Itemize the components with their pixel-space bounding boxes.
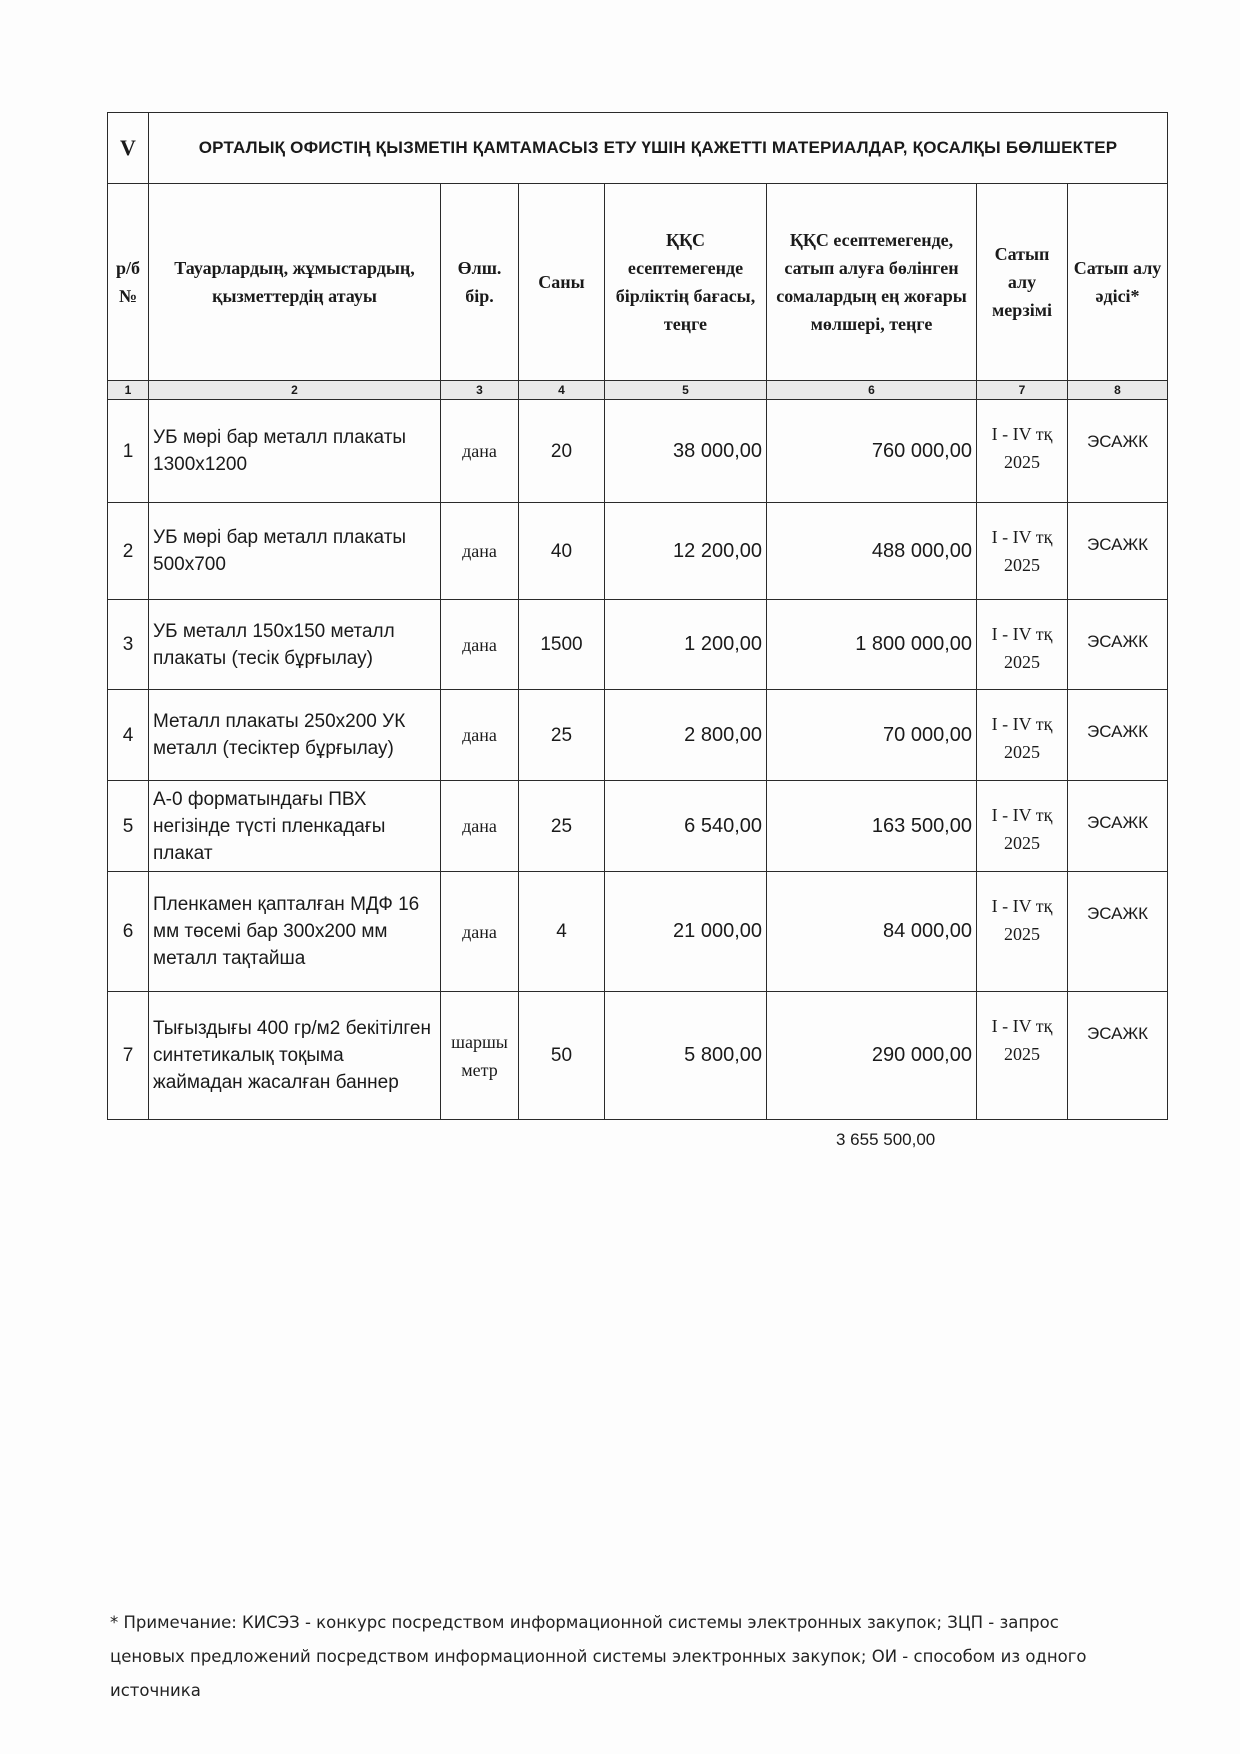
- item-max-amount: 163 500,00: [767, 781, 977, 872]
- item-unit-price: 5 800,00: [605, 992, 767, 1120]
- item-unit-price: 21 000,00: [605, 872, 767, 992]
- item-unit: дана: [441, 872, 519, 992]
- column-index: 1: [108, 381, 149, 400]
- item-period: I - IV тқ 2025: [977, 600, 1068, 690]
- item-quantity: 20: [519, 400, 605, 503]
- item-unit: шаршы метр: [441, 992, 519, 1120]
- table-row: [108, 781, 1168, 872]
- item-name: Тығыздығы 400 гр/м2 бекітілген синтетикалық тоқыма жаймадан жасалған баннер: [149, 992, 441, 1120]
- item-unit: дана: [441, 503, 519, 600]
- column-index: 2: [149, 381, 441, 400]
- item-period: I - IV тқ 2025: [977, 781, 1068, 872]
- item-max-amount: 290 000,00: [767, 992, 977, 1120]
- column-index: 3: [441, 381, 519, 400]
- item-max-amount: 70 000,00: [767, 690, 977, 781]
- item-unit-price: 1 200,00: [605, 600, 767, 690]
- row-number: 4: [108, 690, 149, 781]
- section-header-row: [108, 113, 1168, 184]
- item-method: ЭСАЖК: [1068, 400, 1168, 503]
- item-unit: дана: [441, 781, 519, 872]
- item-name: Металл плакаты 250x200 УК металл (тесіктер бұрғылау): [149, 690, 441, 781]
- row-number: 6: [108, 872, 149, 992]
- section-title: ОРТАЛЫҚ ОФИСТІҢ ҚЫЗМЕТІН ҚАМТАМАСЫЗ ЕТУ ҮШІН ҚАЖЕТТІ МАТЕРИАЛДАР, ҚОСАЛҚЫ БӨЛШЕКТЕР: [149, 113, 1168, 184]
- item-method: ЭСАЖК: [1068, 690, 1168, 781]
- item-quantity: 1500: [519, 600, 605, 690]
- item-method: ЭСАЖК: [1068, 781, 1168, 872]
- header-quantity: Саны: [519, 184, 605, 381]
- table-row: [108, 503, 1168, 600]
- column-index: 6: [767, 381, 977, 400]
- item-unit-price: 12 200,00: [605, 503, 767, 600]
- table-row: [108, 690, 1168, 781]
- item-name: УБ мөрі бар металл плакаты 1300x1200: [149, 400, 441, 503]
- item-method: ЭСАЖК: [1068, 872, 1168, 992]
- column-index: 7: [977, 381, 1068, 400]
- row-number: 1: [108, 400, 149, 503]
- header-max-amount: ҚҚС есептемегенде, сатып алуға бөлінген сомалардың ең жоғары мөлшері, теңге: [767, 184, 977, 381]
- section-number: V: [108, 113, 149, 184]
- column-index-row: [108, 381, 1168, 400]
- item-method: ЭСАЖК: [1068, 503, 1168, 600]
- table-row: [108, 992, 1168, 1120]
- column-index: 5: [605, 381, 767, 400]
- row-number: 5: [108, 781, 149, 872]
- item-method: ЭСАЖК: [1068, 992, 1168, 1120]
- column-header-row: [108, 184, 1168, 381]
- item-period: I - IV тқ 2025: [977, 503, 1068, 600]
- table-row: [108, 400, 1168, 503]
- table-row: [108, 600, 1168, 690]
- item-max-amount: 1 800 000,00: [767, 600, 977, 690]
- item-period: I - IV тқ 2025: [977, 872, 1068, 992]
- footnote: * Примечание: КИСЭЗ - конкурс посредством информационной системы электронных закупок; ЗЦП - запрос ценовых предложений посредством информационной системы электронных закупок; ОИ - способом из одного источника: [110, 1613, 1087, 1700]
- column-index: 8: [1068, 381, 1168, 400]
- header-row-number: р/б №: [108, 184, 149, 381]
- item-unit: дана: [441, 600, 519, 690]
- item-period: I - IV тқ 2025: [977, 690, 1068, 781]
- table-row: [108, 872, 1168, 992]
- header-procurement-method: Сатып алу әдісі*: [1068, 184, 1168, 381]
- item-max-amount: 488 000,00: [767, 503, 977, 600]
- header-unit-price: ҚҚС есептемегенде бірліктің бағасы, теңге: [605, 184, 767, 381]
- item-period: I - IV тқ 2025: [977, 400, 1068, 503]
- item-name: Пленкамен қапталған МДФ 16 мм төсемі бар 300x200 мм металл тақтайша: [149, 872, 441, 992]
- item-unit-price: 6 540,00: [605, 781, 767, 872]
- row-number: 3: [108, 600, 149, 690]
- item-period: I - IV тқ 2025: [977, 992, 1068, 1120]
- item-quantity: 25: [519, 690, 605, 781]
- item-unit-price: 2 800,00: [605, 690, 767, 781]
- grand-total: 3 655 500,00: [836, 1130, 936, 1149]
- row-number: 2: [108, 503, 149, 600]
- header-procurement-period: Сатып алу мерзімі: [977, 184, 1068, 381]
- item-name: А-0 форматындағы ПВХ негізінде түсті пленкадағы плакат: [149, 781, 441, 872]
- procurement-table: [107, 112, 1168, 1120]
- row-number: 7: [108, 992, 149, 1120]
- item-quantity: 50: [519, 992, 605, 1120]
- item-unit-price: 38 000,00: [605, 400, 767, 503]
- item-unit: дана: [441, 400, 519, 503]
- header-item-name: Тауарлардың, жұмыстардың, қызметтердің атауы: [149, 184, 441, 381]
- item-quantity: 4: [519, 872, 605, 992]
- item-max-amount: 760 000,00: [767, 400, 977, 503]
- item-quantity: 40: [519, 503, 605, 600]
- item-quantity: 25: [519, 781, 605, 872]
- item-max-amount: 84 000,00: [767, 872, 977, 992]
- column-index: 4: [519, 381, 605, 400]
- item-name: УБ металл 150х150 металл плакаты (тесік бұрғылау): [149, 600, 441, 690]
- item-unit: дана: [441, 690, 519, 781]
- item-name: УБ мөрі бар металл плакаты 500x700: [149, 503, 441, 600]
- item-method: ЭСАЖК: [1068, 600, 1168, 690]
- header-unit: Өлш. бір.: [441, 184, 519, 381]
